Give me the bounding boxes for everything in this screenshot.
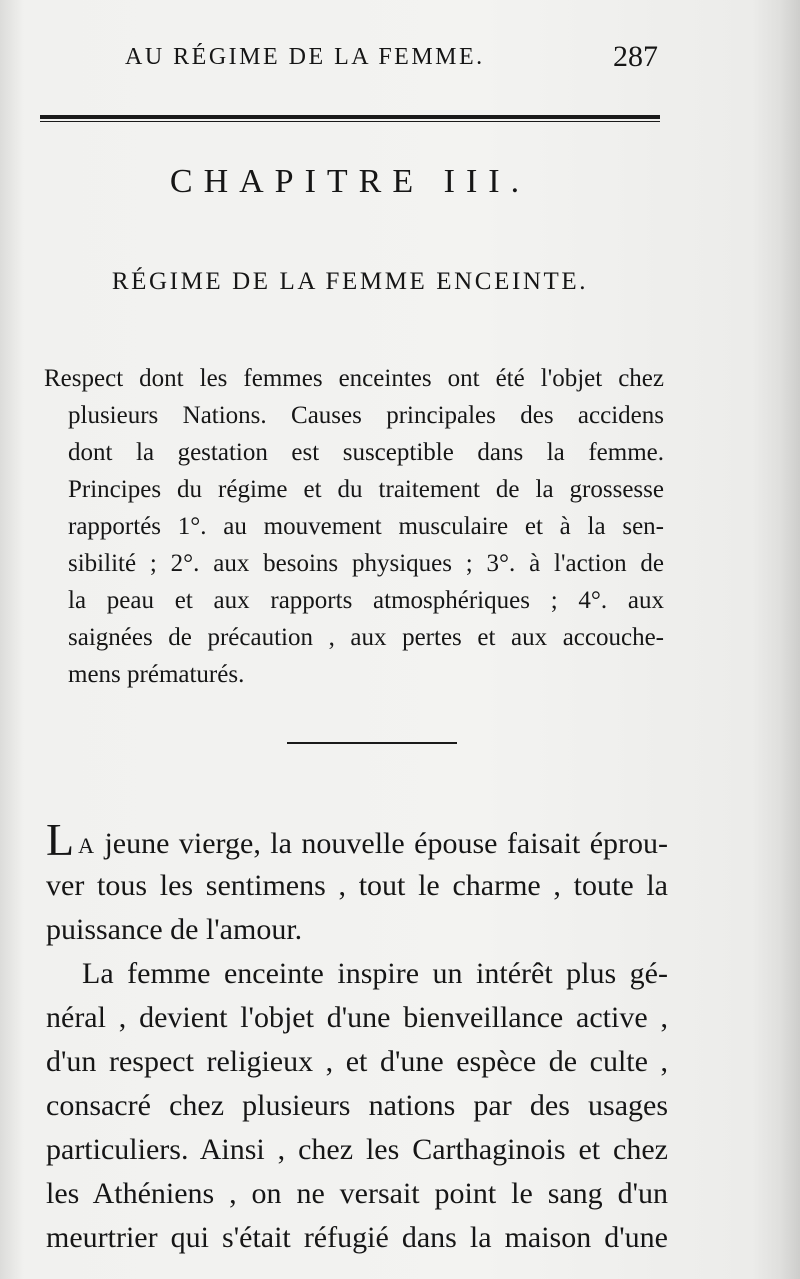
page-edge-shadow xyxy=(780,0,800,1279)
header-rule xyxy=(40,115,660,122)
section-title: RÉGIME DE LA FEMME ENCEINTE. xyxy=(111,268,589,295)
summary-line: dont la gestation est susceptible dans la femme. xyxy=(68,439,664,466)
body-line: néral , devient l'objet d'une bienveillance active , xyxy=(46,1001,668,1034)
body-line: meurtrier qui s'était réfugié dans la maison d'une xyxy=(46,1221,668,1254)
body-line: ver tous les sentimens , tout le charme , toute la xyxy=(46,869,668,902)
page-number: 287 xyxy=(613,40,658,73)
drop-cap: L xyxy=(46,814,75,865)
chapter-summary xyxy=(44,360,664,693)
summary-line: Respect dont les femmes enceintes ont été l'objet chez xyxy=(44,365,664,392)
running-head-title: AU RÉGIME DE LA FEMME. xyxy=(125,44,485,70)
body-line: La femme enceinte inspire un intérêt plus gé- xyxy=(82,957,668,990)
body-line: consacré chez plusieurs nations par des usages xyxy=(46,1089,668,1122)
summary-line: Principes du régime et du traitement de la grossesse xyxy=(68,476,664,503)
first-word-rest: A xyxy=(78,833,95,858)
summary-line: sibilité ; 2°. aux besoins physiques ; 3°. à l'action de xyxy=(68,550,664,577)
summary-line: plusieurs Nations. Causes principales des accidens xyxy=(68,402,664,429)
running-head xyxy=(40,40,660,80)
summary-line: rapportés 1°. au mouvement musculaire et à la sen- xyxy=(68,513,664,540)
summary-line: la peau et aux rapports atmosphériques ; 4°. aux xyxy=(68,587,664,614)
body-line: d'un respect religieux , et d'une espèce de culte , xyxy=(46,1045,668,1078)
section-divider xyxy=(287,742,457,744)
summary-line: mens prématurés. xyxy=(68,661,245,688)
body-line: les Athéniens , on ne versait point le sang d'un xyxy=(46,1177,668,1210)
chapter-title: CHAPITRE III. xyxy=(169,163,531,200)
first-line-rest: jeune vierge, la nouvelle épouse faisait éprou- xyxy=(104,827,669,860)
summary-line: saignées de précaution , aux pertes et aux accouche- xyxy=(68,624,664,651)
body-text xyxy=(46,814,669,1260)
body-line: particuliers. Ainsi , chez les Carthaginois et chez xyxy=(46,1133,668,1166)
body-line: puissance de l'amour. xyxy=(46,913,303,946)
body-line-first xyxy=(46,814,669,865)
